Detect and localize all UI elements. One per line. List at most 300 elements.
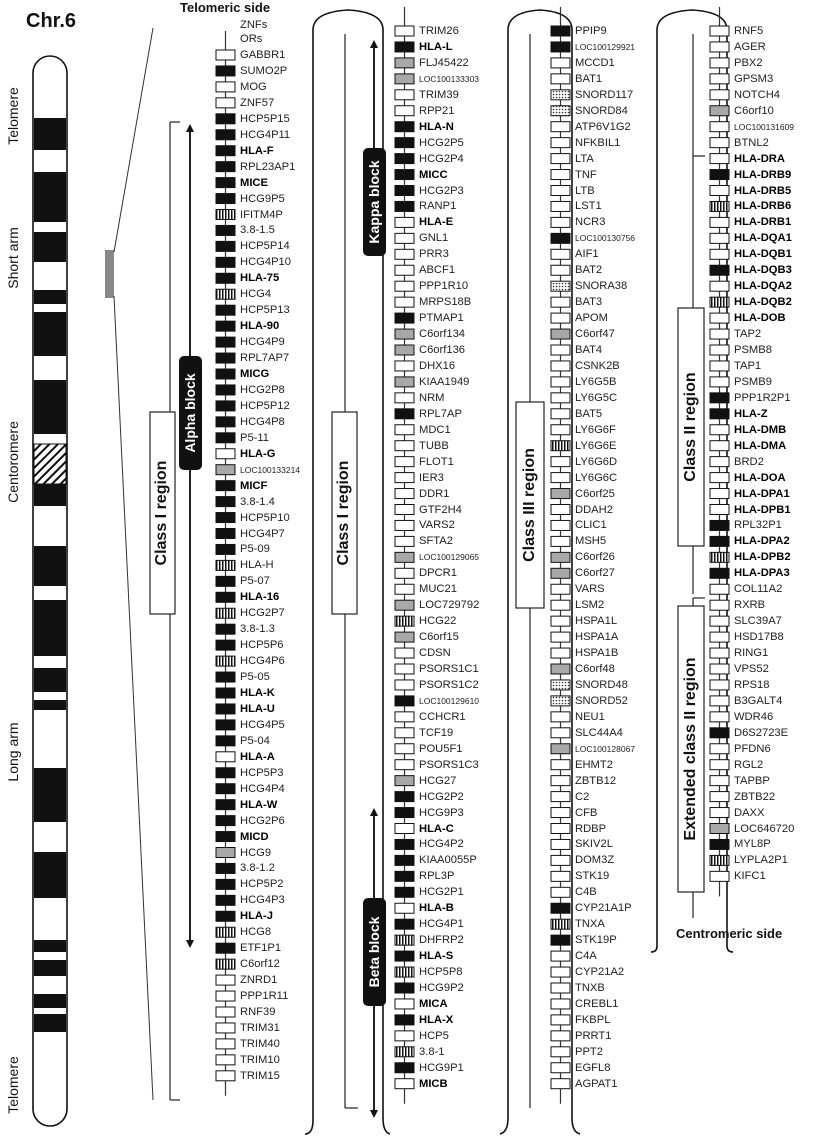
gene-label: HCP5P8 <box>419 966 463 979</box>
gene-box <box>216 1071 235 1081</box>
gene-label: DOM3Z <box>575 854 615 867</box>
gene-box <box>395 1063 414 1073</box>
gene-label: SFTA2 <box>419 535 453 548</box>
gene-box <box>395 1015 414 1025</box>
long-arm-label: Long arm <box>5 722 21 782</box>
gene-label: D6S2723E <box>734 726 789 739</box>
gene-box <box>551 792 570 802</box>
gene-label: PBX2 <box>734 56 763 69</box>
gene-box <box>216 1055 235 1065</box>
gene-box <box>551 457 570 467</box>
gene-box <box>551 425 570 435</box>
gene-label: ATP6V1G2 <box>575 120 631 133</box>
gene-label: RPP21 <box>419 104 455 117</box>
gene-label: COL11A2 <box>734 583 783 596</box>
gene-label: TUBB <box>419 439 449 452</box>
gene-box <box>216 943 235 953</box>
telomeric-side-label: Telomeric side <box>180 0 271 15</box>
gene-label: C4B <box>575 886 597 899</box>
gene-label: LSM2 <box>575 599 605 612</box>
gene-box <box>710 632 729 642</box>
gene-label: 3.8-1.5 <box>240 224 275 237</box>
telomere-top-label: Telomere <box>5 87 21 145</box>
gene-label: DHX16 <box>419 359 456 372</box>
gene-box <box>216 178 235 188</box>
gene-label: HCG4P3 <box>240 894 285 907</box>
extended-class-ii-region-label: Extended class II region <box>682 657 699 841</box>
gene-label: HLA-DPB1 <box>734 503 791 516</box>
gene-label: PPP1R10 <box>419 280 469 293</box>
gene-label: TRIM39 <box>419 88 459 101</box>
class-iii-region-label: Class III region <box>521 448 538 562</box>
gene-box <box>216 895 235 905</box>
gene-label: BAT2 <box>575 264 603 277</box>
gene-box <box>551 409 570 419</box>
gene-label: PSORS1C2 <box>419 678 479 691</box>
gene-label: P5-09 <box>240 543 270 556</box>
gene-label: C6orf25 <box>575 487 615 500</box>
gene-label: HLA-E <box>419 216 454 229</box>
gene-box <box>551 983 570 993</box>
gene-label: HCG4P10 <box>240 256 291 269</box>
gene-box <box>551 26 570 36</box>
gene-box <box>710 473 729 483</box>
gene-label: HLA-W <box>240 798 278 811</box>
gene-label: SUMO2P <box>240 64 288 77</box>
kappa-block-label: Kappa block <box>366 160 382 244</box>
gene-box <box>710 808 729 818</box>
gene-box <box>551 568 570 578</box>
gene-label: TRIM40 <box>240 1037 280 1050</box>
gene-box <box>395 154 414 164</box>
short-arm-label: Short arm <box>5 227 21 289</box>
class-ii-region-label: Class II region <box>682 372 699 482</box>
gene-box <box>216 513 235 523</box>
gene-label: PSMB9 <box>734 375 772 388</box>
gene-box <box>395 680 414 690</box>
gene-label: KIAA0055P <box>419 854 477 867</box>
gene-box <box>216 194 235 204</box>
gene-label: DDAH2 <box>575 503 613 516</box>
gene-box <box>216 130 235 140</box>
gene-label: FLJ45422 <box>419 56 469 69</box>
gene-label: GPSM3 <box>734 72 774 85</box>
gene-box <box>551 855 570 865</box>
gene-box <box>216 576 235 586</box>
gene-label: LY6G5C <box>575 391 618 404</box>
gene-label: DPCR1 <box>419 567 457 580</box>
gene-label: P5-05 <box>240 671 270 684</box>
gene-label: HCG9 <box>240 846 272 859</box>
gene-label: HLA-H <box>240 559 274 572</box>
gene-label: HLA-DOA <box>734 471 786 484</box>
gene-label: HCG27 <box>419 774 457 787</box>
gene-box <box>551 728 570 738</box>
gene-box <box>216 66 235 76</box>
gene-box <box>551 122 570 132</box>
gene-label: MICE <box>240 176 268 189</box>
gene-label: TNF <box>575 168 597 181</box>
gene-box <box>216 225 235 235</box>
gene-label: STK19 <box>575 870 610 883</box>
gene-box <box>551 536 570 546</box>
gene-box <box>395 90 414 100</box>
gene-box <box>395 58 414 68</box>
gene-box <box>216 784 235 794</box>
gene-label: HLA-90 <box>240 320 280 333</box>
gene-box <box>551 345 570 355</box>
gene-label: C6orf15 <box>419 631 459 644</box>
gene-label: ZBTB22 <box>734 790 776 803</box>
gene-box <box>710 90 729 100</box>
gene-box <box>710 568 729 578</box>
chromosome-title: Chr.6 <box>26 10 77 32</box>
gene-box <box>710 760 729 770</box>
gene-label: TAP2 <box>734 328 762 341</box>
gene-label: HLA-DQA1 <box>734 232 792 245</box>
gene-box <box>710 106 729 116</box>
gene-label: HLA-DOB <box>734 312 786 325</box>
gene-box <box>710 536 729 546</box>
gene-label: RPL7AP7 <box>240 352 290 365</box>
gene-box <box>395 919 414 929</box>
gene-label: LOC729792 <box>419 599 480 612</box>
gene-box <box>710 457 729 467</box>
gene-box <box>216 975 235 985</box>
gene-box <box>710 824 729 834</box>
gene-label: B3GALT4 <box>734 694 783 707</box>
gene-box <box>395 536 414 546</box>
gene-box <box>551 680 570 690</box>
gene-box <box>216 210 235 220</box>
gene-box <box>551 42 570 52</box>
gene-label: CCHCR1 <box>419 710 466 723</box>
gene-label: GNL1 <box>419 232 449 245</box>
gene-box <box>710 792 729 802</box>
gene-label: HCG9P5 <box>240 192 285 205</box>
gene-box <box>216 959 235 969</box>
gene-box <box>395 26 414 36</box>
gene-label: HLA-DQB2 <box>734 296 792 309</box>
gene-label: LOC646720 <box>734 822 795 835</box>
gene-box <box>710 361 729 371</box>
gene-box <box>710 728 729 738</box>
gene-label: HLA-DQA2 <box>734 280 792 293</box>
gene-label: VPS52 <box>734 663 769 675</box>
gene-label: RING1 <box>734 647 769 660</box>
gene-label: HCP5P13 <box>240 304 290 317</box>
gene-box <box>216 337 235 347</box>
gene-box <box>551 616 570 626</box>
gene-box <box>216 321 235 331</box>
gene-box <box>395 186 414 196</box>
gene-box <box>216 353 235 363</box>
gene-box <box>395 393 414 403</box>
gene-label: HCG22 <box>419 615 457 628</box>
gene-label: ZBTB12 <box>575 774 617 787</box>
gene-box <box>216 832 235 842</box>
gene-label: SLC39A7 <box>734 615 782 628</box>
gene-box <box>551 249 570 259</box>
gene-label: ETF1P1 <box>240 942 282 955</box>
gene-label: GABBR1 <box>240 49 286 61</box>
gene-label: APOM <box>575 312 608 325</box>
gene-label: C6orf10 <box>734 104 774 117</box>
centromeric-side-label: Centromeric side <box>676 926 783 941</box>
gene-box <box>551 489 570 499</box>
gene-label: CLIC1 <box>575 519 607 532</box>
gene-label: P5-11 <box>240 431 270 444</box>
gene-box <box>551 313 570 323</box>
gene-label: SNORD84 <box>575 104 628 117</box>
gene-box <box>710 217 729 227</box>
gene-label: NFKBIL1 <box>575 136 621 149</box>
gene-label: TNXB <box>575 982 605 994</box>
gene-box <box>551 297 570 307</box>
gene-label: HLA-F <box>240 144 274 157</box>
gene-box <box>710 505 729 515</box>
gene-label: HCG4P2 <box>419 838 464 851</box>
gene-box <box>710 871 729 881</box>
gene-label: BAT4 <box>575 344 603 356</box>
gene-box <box>395 1031 414 1041</box>
gene-label: SNORA38 <box>575 280 628 293</box>
gene-label: HSPA1B <box>575 647 619 660</box>
gene-label: RNF5 <box>734 25 764 37</box>
gene-box <box>395 425 414 435</box>
gene-box <box>395 744 414 754</box>
gene-label: VARS2 <box>419 519 455 532</box>
gene-label: SLC44A4 <box>575 726 623 739</box>
gene-box <box>551 935 570 945</box>
top-cluster-label: ORs <box>240 33 263 45</box>
gene-label: HCG4P8 <box>240 415 285 428</box>
gene-label: HLA-DRB6 <box>734 200 792 213</box>
gene-box <box>551 951 570 961</box>
arrow-head <box>370 808 378 816</box>
gene-label: DHFRP2 <box>419 934 464 947</box>
gene-box <box>216 433 235 443</box>
gene-box <box>395 903 414 913</box>
gene-label: CYP21A2 <box>575 966 625 979</box>
gene-label: MICA <box>419 997 448 1010</box>
gene-box <box>216 592 235 602</box>
gene-label: KIFC1 <box>734 870 766 883</box>
gene-box <box>395 281 414 291</box>
gene-box <box>551 361 570 371</box>
gene-box <box>395 632 414 642</box>
gene-box <box>710 664 729 674</box>
gene-label: C4A <box>575 950 597 963</box>
gene-label: RNF39 <box>240 1006 276 1018</box>
gene-box <box>216 417 235 427</box>
gene-label: BAT5 <box>575 407 603 420</box>
gene-box <box>395 648 414 658</box>
gene-label: C2 <box>575 790 590 803</box>
gene-box <box>710 42 729 52</box>
gene-box <box>216 465 235 475</box>
gene-label: POU5F1 <box>419 742 463 755</box>
gene-label: RXRB <box>734 599 766 612</box>
gene-box <box>216 752 235 762</box>
arrow-head <box>186 940 194 948</box>
gene-box <box>710 696 729 706</box>
gene-box <box>216 289 235 299</box>
top-cluster-label: ZNFs <box>240 19 268 31</box>
gene-label: LOC100128067 <box>575 743 636 754</box>
gene-label: HCG2P8 <box>240 383 285 396</box>
gene-box <box>216 1023 235 1033</box>
gene-box <box>216 688 235 698</box>
gene-box <box>216 911 235 921</box>
gene-label: LY6G6D <box>575 455 618 468</box>
gene-box <box>551 839 570 849</box>
gene-box <box>551 887 570 897</box>
gene-label: 3.8-1.3 <box>240 623 275 636</box>
gene-label: MYL8P <box>734 838 771 851</box>
gene-label: ZNF57 <box>240 96 275 109</box>
gene-box <box>216 656 235 666</box>
gene-label: HLA-75 <box>240 272 280 285</box>
gene-box <box>395 696 414 706</box>
gene-label: SNORD48 <box>575 678 628 691</box>
gene-box <box>551 90 570 100</box>
gene-box <box>395 967 414 977</box>
gene-box <box>216 863 235 873</box>
gene-box <box>710 345 729 355</box>
gene-label: HSPA1A <box>575 631 619 644</box>
gene-label: IER3 <box>419 471 444 484</box>
gene-box <box>395 122 414 132</box>
class-i-region-label-2: Class I region <box>335 460 352 566</box>
gene-label: STK19P <box>575 934 617 947</box>
gene-box <box>551 1047 570 1057</box>
gene-box <box>551 999 570 1009</box>
gene-box <box>395 170 414 180</box>
gene-box <box>395 138 414 148</box>
gene-box <box>551 712 570 722</box>
gene-label: VARS <box>575 583 605 596</box>
gene-box <box>551 329 570 339</box>
gene-box <box>551 281 570 291</box>
gene-box <box>395 600 414 610</box>
gene-box <box>395 855 414 865</box>
gene-box <box>710 154 729 164</box>
class-i-region-label-1: Class I region <box>153 460 170 566</box>
gene-label: MICF <box>240 479 268 492</box>
gene-label: CREBL1 <box>575 997 619 1010</box>
gene-box <box>710 839 729 849</box>
mhc-locus-marker <box>105 250 114 298</box>
gene-box <box>551 377 570 387</box>
gene-label: HCG4P9 <box>240 336 285 349</box>
gene-box <box>216 768 235 778</box>
gene-box <box>216 305 235 315</box>
gene-box <box>551 58 570 68</box>
gene-label: BAT3 <box>575 296 603 309</box>
gene-label: HLA-DMB <box>734 423 787 436</box>
arrow-head <box>370 1110 378 1118</box>
gene-label: C6orf27 <box>575 567 615 580</box>
gene-box <box>216 385 235 395</box>
gene-box <box>551 1015 570 1025</box>
gene-label: LOC100129065 <box>419 552 480 563</box>
gene-box <box>710 377 729 387</box>
gene-label: HLA-B <box>419 902 454 915</box>
gene-label: HCG2P6 <box>240 814 285 827</box>
gene-box <box>551 600 570 610</box>
gene-box <box>216 114 235 124</box>
gene-box <box>710 122 729 132</box>
gene-label: PSMB8 <box>734 344 772 356</box>
gene-label: C6orf26 <box>575 551 615 564</box>
gene-label: NOTCH4 <box>734 88 780 101</box>
gene-box <box>216 704 235 714</box>
arrow-head <box>186 124 194 132</box>
gene-box <box>395 887 414 897</box>
gene-label: C6orf47 <box>575 328 615 341</box>
gene-label: HLA-DMA <box>734 439 787 452</box>
centromere-label: Centoromere <box>5 421 21 503</box>
gene-label: HCP5P12 <box>240 399 290 412</box>
gene-label: TRIM31 <box>240 1021 280 1034</box>
gene-box <box>395 361 414 371</box>
gene-label: HLA-S <box>419 950 454 963</box>
gene-label: HCG9P2 <box>419 982 464 994</box>
gene-label: P5-04 <box>240 734 270 747</box>
gene-label: 3.8-1.4 <box>240 495 275 508</box>
gene-box <box>216 927 235 937</box>
gene-label: PPP1R11 <box>240 990 289 1003</box>
gene-label: HCG4P11 <box>240 128 291 141</box>
gene-box <box>216 672 235 682</box>
gene-label: PRR3 <box>419 248 449 261</box>
gene-box <box>710 600 729 610</box>
gene-box <box>710 616 729 626</box>
gene-label: HLA-DPA3 <box>734 567 790 580</box>
gene-label: C6orf48 <box>575 663 615 675</box>
gene-box <box>551 632 570 642</box>
gene-box <box>551 824 570 834</box>
arrow-head <box>370 40 378 48</box>
gene-box <box>216 50 235 60</box>
gene-label: RDBP <box>575 822 607 835</box>
gene-label: 3.8-1.2 <box>240 862 275 875</box>
gene-box <box>216 848 235 858</box>
gene-label: RPS18 <box>734 678 770 691</box>
gene-label: MUC21 <box>419 583 457 596</box>
gene-box <box>216 497 235 507</box>
gene-label: TRIM10 <box>240 1053 280 1066</box>
gene-label: HCG9P1 <box>419 1061 464 1074</box>
gene-label: CFB <box>575 806 598 819</box>
gene-label: HCG2P3 <box>419 184 464 197</box>
gene-label: FLOT1 <box>419 455 454 468</box>
gene-box <box>710 74 729 84</box>
gene-label: HLA-N <box>419 120 454 133</box>
gene-label: MICC <box>419 168 448 181</box>
gene-box <box>551 520 570 530</box>
gene-box <box>395 728 414 738</box>
gene-label: HCP5P6 <box>240 639 284 652</box>
gene-label: HLA-DRB9 <box>734 168 792 181</box>
gene-box <box>710 648 729 658</box>
gene-label: HCG9P3 <box>419 806 464 819</box>
gene-box <box>395 505 414 515</box>
gene-label: TRIM15 <box>240 1069 280 1082</box>
gene-label: LOC100129921 <box>575 41 636 52</box>
gene-box <box>710 520 729 530</box>
